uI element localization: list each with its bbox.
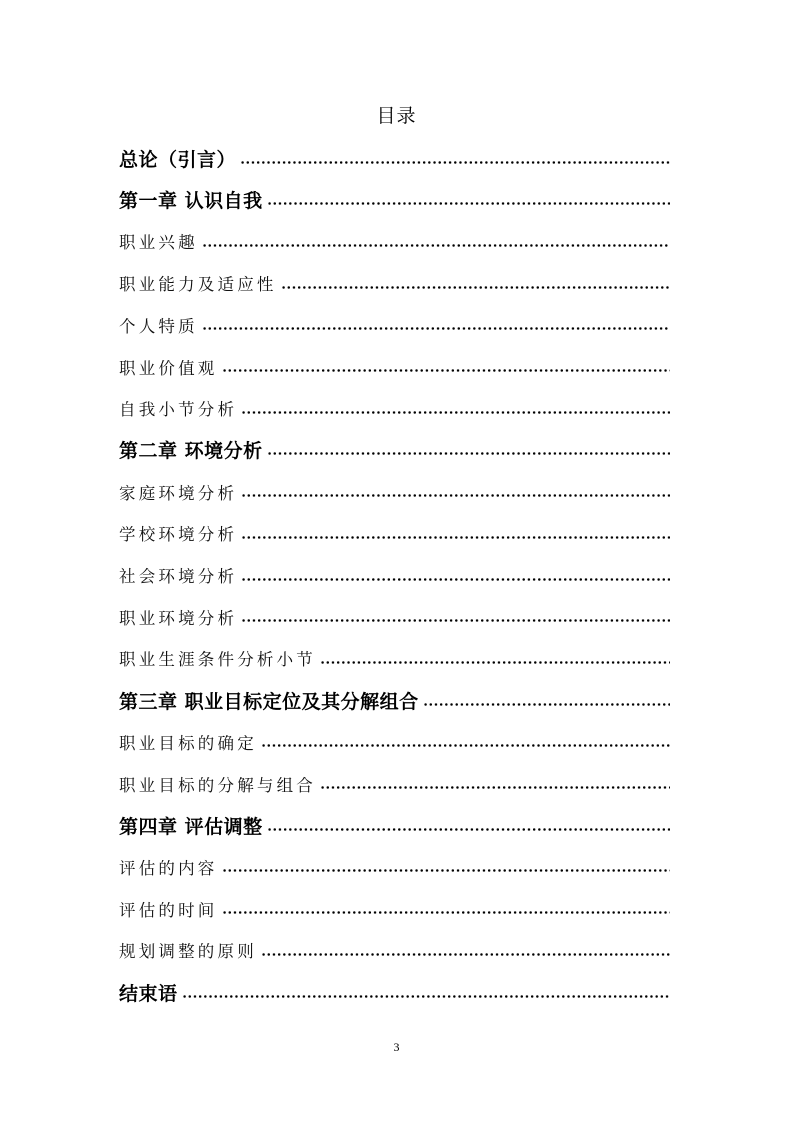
toc-entry[interactable]: [119, 185, 670, 215]
toc-dot-leader: [241, 536, 670, 539]
toc-dot-leader: [202, 327, 670, 330]
toc-entry[interactable]: [119, 769, 670, 799]
toc-entry-label: 评估的时间: [119, 900, 218, 920]
toc-entry-label: 第四章 评估调整: [119, 815, 263, 838]
page-number: 3: [393, 1040, 400, 1054]
toc-dot-leader: [320, 786, 670, 789]
toc-dot-leader: [241, 619, 670, 622]
toc-entry[interactable]: [119, 810, 670, 840]
toc-entry[interactable]: [119, 935, 670, 965]
toc-entry[interactable]: [119, 518, 670, 548]
toc-entry-label: 第二章 环境分析: [119, 440, 263, 463]
toc-entry[interactable]: [119, 560, 670, 590]
toc-dot-leader: [182, 995, 670, 998]
toc-dot-leader: [267, 828, 670, 831]
toc-entry[interactable]: [119, 310, 670, 340]
toc-entry-label: 第三章 职业目标定位及其分解组合: [119, 690, 419, 713]
toc-entry-label: 自我小节分析: [119, 400, 238, 420]
toc-entry-label: 结束语: [119, 982, 178, 1005]
toc-entry[interactable]: [119, 643, 670, 673]
toc-entry-label: 职业兴趣: [119, 233, 198, 253]
toc-dot-leader: [240, 161, 670, 164]
toc-dot-leader: [261, 953, 670, 956]
toc-dot-leader: [267, 202, 670, 205]
toc-entry[interactable]: [119, 685, 670, 715]
toc-entry[interactable]: [119, 894, 670, 924]
toc-entry-label: 职业目标的分解与组合: [119, 775, 316, 795]
toc-entry[interactable]: [119, 352, 670, 382]
toc-title: 目录: [376, 105, 417, 127]
toc-dot-leader: [222, 869, 671, 872]
toc-entry-label: 职业价值观: [119, 358, 218, 378]
toc-entry[interactable]: [119, 852, 670, 882]
toc-entry[interactable]: [119, 143, 670, 173]
toc-entry[interactable]: [119, 477, 670, 507]
toc-entry[interactable]: [119, 393, 670, 423]
toc-entry[interactable]: [119, 602, 670, 632]
toc-dot-leader: [267, 452, 670, 455]
toc-dot-leader: [222, 911, 671, 914]
toc-dot-leader: [241, 411, 670, 414]
toc-entry-label: 总论（引言）: [119, 148, 237, 171]
toc-dot-leader: [222, 369, 671, 372]
toc-dot-leader: [241, 578, 670, 581]
toc-dot-leader: [423, 703, 670, 706]
toc-entry[interactable]: [119, 226, 670, 256]
toc-entry[interactable]: [119, 977, 670, 1007]
toc-entry[interactable]: [119, 435, 670, 465]
toc-entry[interactable]: [119, 268, 670, 298]
toc-entry-label: 规划调整的原则: [119, 942, 257, 962]
toc-entry-label: 职业目标的确定: [119, 733, 257, 753]
toc-dot-leader: [241, 494, 670, 497]
toc-entry-label: 社会环境分析: [119, 567, 238, 586]
toc-entry-label: 学校环境分析: [119, 525, 238, 545]
toc-entry-label: 职业环境分析: [119, 608, 238, 628]
toc-dot-leader: [320, 661, 670, 664]
toc-dot-leader: [281, 286, 670, 289]
toc-entry-label: 职业生涯条件分析小节: [119, 650, 316, 670]
toc-entry[interactable]: [119, 727, 670, 757]
toc-dot-leader: [202, 244, 670, 247]
toc-entry-label: 第一章 认识自我: [119, 190, 263, 213]
toc-entry-label: 评估的内容: [119, 858, 218, 878]
toc-dot-leader: [261, 744, 670, 747]
toc-entry-label: 职业能力及适应性: [119, 275, 277, 295]
toc-entry-label: 个人特质: [119, 316, 198, 336]
toc-entry-label: 家庭环境分析: [119, 483, 238, 503]
